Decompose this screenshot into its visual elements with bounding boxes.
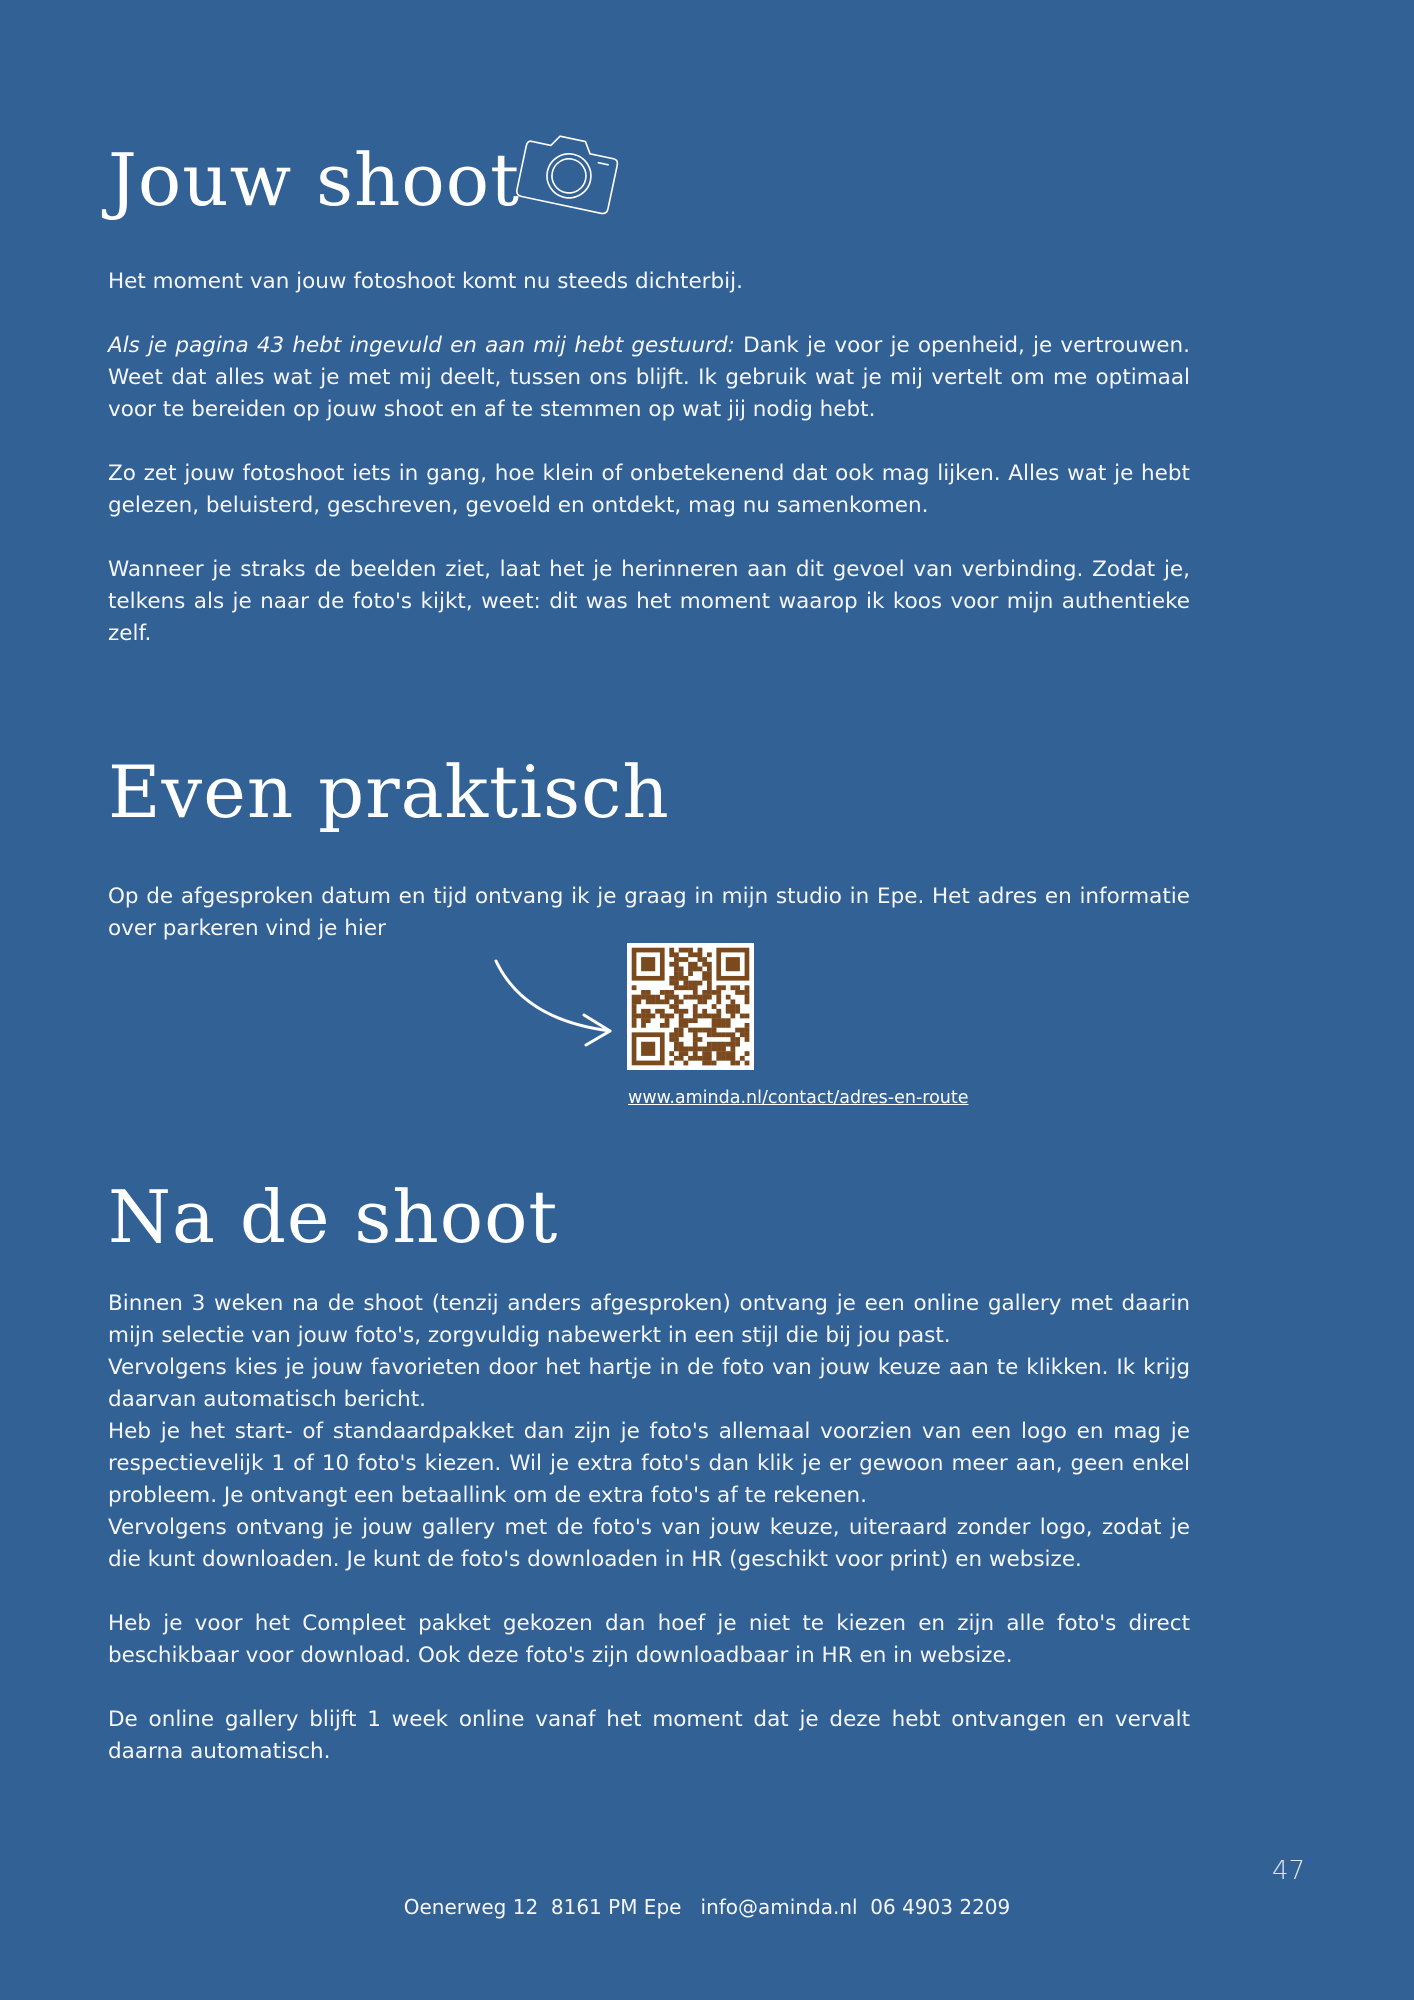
page-number: 47 xyxy=(1272,1856,1306,1886)
footer-contact xyxy=(0,1895,1414,1919)
footer-phone[interactable]: 06 4903 2209 xyxy=(870,1895,1011,1919)
qr-code[interactable] xyxy=(627,943,754,1070)
paragraph-fotoshoot: Zo zet jouw fotoshoot iets in gang, hoe klein of onbetekenend dat ook mag lijken. Alles wat je hebt gelezen, beluisterd, geschreven, gevoeld en ontdekt, mag nu samenkomen. xyxy=(108,461,1190,518)
qr-code-image xyxy=(627,943,754,1070)
paragraph-verbinding: Wanneer je straks de beelden ziet, laat het je herinneren aan dit gevoel van verbinding. Zodat je, telkens als je naar de foto's kijkt, weet: dit was het moment waarop ik koos voor mijn authentieke zelf. xyxy=(108,557,1190,646)
camera-icon xyxy=(516,126,624,216)
paragraph-studio: Op de afgesproken datum en tijd ontvang ik je graag in mijn studio in Epe. Het adres en informatie over parkeren vind je hier xyxy=(108,884,1190,941)
heading-even-praktisch: Even praktisch xyxy=(108,750,670,834)
paragraph-online: De online gallery blijft 1 week online vanaf het moment dat je deze hebt ontvangen en vervalt daarna automatisch. xyxy=(108,1707,1190,1764)
footer-address: Oenerweg 12 8161 PM Epe xyxy=(403,1895,682,1919)
heading-jouw-shoot: Jouw shoot xyxy=(108,138,521,222)
paragraph-pakket: Heb je het start- of standaardpakket dan zijn je foto's allemaal voorzien van een logo en mag je respectievelijk 1 of 10 foto's kiezen. Wil je extra foto's dan klik je er gewoon meer aan, geen enkel probleem. Je ontvangt een betaallink om de extra foto's af te rekenen. xyxy=(108,1419,1190,1508)
arrow-icon xyxy=(486,955,626,1055)
paragraph-downloaden: Vervolgens ontvang je jouw gallery met de foto's van jouw keuze, uiteraard zonder logo, zodat je die kunt downloaden. Je kunt de foto's downloaden in HR (geschikt voor print) en websize. xyxy=(108,1515,1190,1572)
intro-text: Het moment van jouw fotoshoot komt nu steeds dichterbij. xyxy=(108,269,743,294)
paragraph-gestuurd xyxy=(108,330,1190,426)
paragraph-compleet: Heb je voor het Compleet pakket gekozen dan hoef je niet te kiezen en zijn alle foto's direct beschikbaar voor download. Ook deze foto's zijn downloadbaar in HR en in websize. xyxy=(108,1611,1190,1668)
footer-email[interactable]: info@aminda.nl xyxy=(700,1895,858,1919)
italic-lead: Als je pagina 43 hebt ingevuld en aan mij hebt gestuurd: xyxy=(108,333,735,358)
paragraph-favorieten: Vervolgens kies je jouw favorieten door het hartje in de foto van jouw keuze aan te klikken. Ik krijg daarvan automatisch bericht. xyxy=(108,1355,1190,1412)
heading-na-de-shoot: Na de shoot xyxy=(108,1175,559,1259)
paragraph-gallery: Binnen 3 weken na de shoot (tenzij anders afgesproken) ontvang je een online gallery met daarin mijn selectie van jouw foto's, zorgvuldig nabewerkt in een stijl die bij jou past. xyxy=(108,1291,1190,1348)
paragraph-gestuurd-text: Dank je voor je openheid, je vertrouwen. Weet dat alles wat je met mij deelt, tussen ons blijft. Ik gebruik wat je mij vertelt om me optimaal voor te bereiden op jouw shoot en af te stemmen op wat jij nodig hebt. xyxy=(108,333,1190,422)
route-link[interactable]: www.aminda.nl/contact/adres-en-route xyxy=(628,1088,969,1108)
